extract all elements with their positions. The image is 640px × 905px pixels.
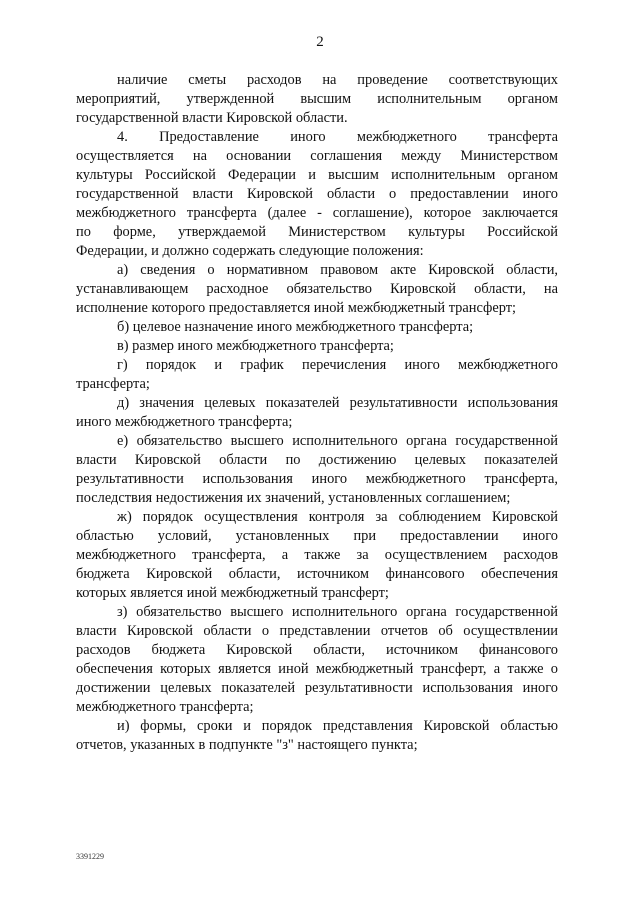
text-line: и) формы, сроки и порядок представления Кировской областью <box>117 718 558 734</box>
text-line: исполнение которого предоставляется иной межбюджетный трансферт; <box>76 300 517 316</box>
text-line: 4. Предоставление иного межбюджетного трансферта <box>117 129 558 145</box>
text-line: отчетов, указанных в подпункте "з" настоящего пункта; <box>76 737 418 753</box>
text-line: результативности использования иного межбюджетного трансферта, <box>76 471 558 487</box>
text-line: государственной власти Кировской области. <box>76 110 348 126</box>
text-line: д) значения целевых показателей результативности использования <box>117 395 558 411</box>
text-line: расходов бюджета Кировской области, источником финансового <box>76 642 558 658</box>
text-line: власти Кировской области о представлении отчетов об осуществлении <box>76 623 558 639</box>
text-line: осуществляется на основании соглашения между Министерством <box>76 148 558 164</box>
text-line: трансферта; <box>76 376 150 392</box>
text-line: межбюджетного трансферта, а также за осуществлением расходов <box>76 547 558 563</box>
text-line: е) обязательство высшего исполнительного органа государственной <box>117 433 558 449</box>
text-line: обеспечения которых является иной межбюджетный трансферт, а также о <box>76 661 558 677</box>
text-line: Федерации, и должно содержать следующие положения: <box>76 243 424 259</box>
document-code: 3391229 <box>76 852 104 861</box>
text-line: последствия недостижения их значений, установленных соглашением; <box>76 490 511 506</box>
text-line: межбюджетного трансферта (далее - соглашение), которое заключается <box>76 205 558 221</box>
text-line: мероприятий, утвержденной высшим исполнительным органом <box>76 91 558 107</box>
text-line: государственной власти Кировской области о предоставлении иного <box>76 186 558 202</box>
text-line: г) порядок и график перечисления иного межбюджетного <box>117 357 558 373</box>
text-line: достижении целевых показателей результативности использования иного <box>76 680 558 696</box>
text-line: б) целевое назначение иного межбюджетного трансферта; <box>117 319 474 335</box>
text-line: устанавливающем расходное обязательство Кировской области, на <box>76 281 558 297</box>
text-line: культуры Российской Федерации и высшим исполнительным органом <box>76 167 558 183</box>
text-line: з) обязательство высшего исполнительного органа государственной <box>117 604 558 620</box>
text-line: иного межбюджетного трансферта; <box>76 414 293 430</box>
text-line: межбюджетного трансферта; <box>76 699 254 715</box>
text-line: а) сведения о нормативном правовом акте Кировской области, <box>117 262 558 278</box>
text-line: в) размер иного межбюджетного трансферта; <box>117 338 394 354</box>
text-line: которых является иной межбюджетный трансферт; <box>76 585 389 601</box>
text-line: по форме, утверждаемой Министерством культуры Российской <box>76 224 558 240</box>
document-body <box>76 71 558 755</box>
text-line: ж) порядок осуществления контроля за соблюдением Кировской <box>117 509 558 525</box>
text-line: областью условий, установленных при предоставлении иного <box>76 528 558 544</box>
page-number: 2 <box>316 34 324 50</box>
text-line: власти Кировской области по достижению целевых показателей <box>76 452 558 468</box>
text-line: наличие сметы расходов на проведение соответствующих <box>117 72 558 88</box>
text-line: бюджета Кировской области, источником финансового обеспечения <box>76 566 558 582</box>
